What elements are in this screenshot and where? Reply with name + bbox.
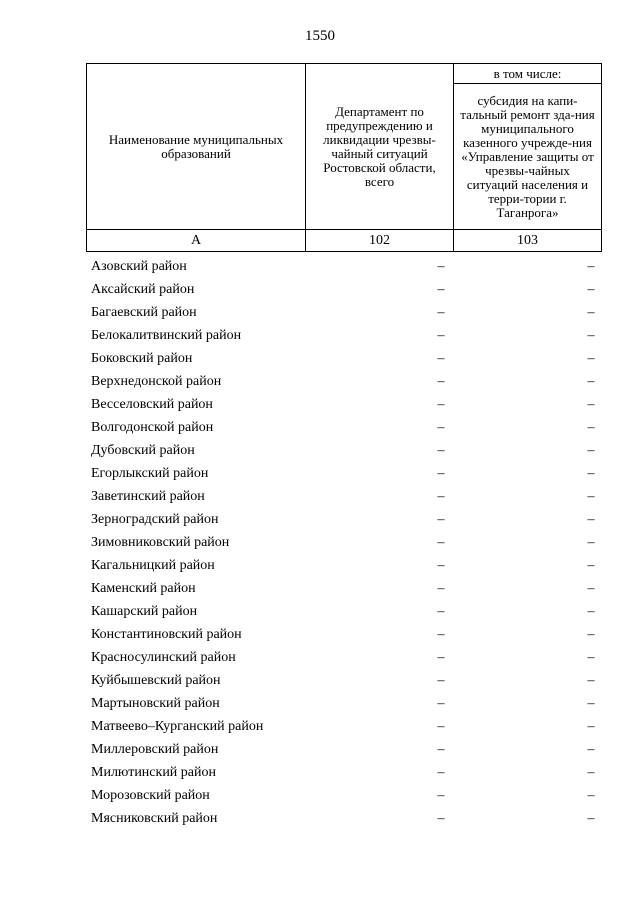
value-103: – xyxy=(587,420,595,435)
table-row xyxy=(86,257,601,280)
value-102: – xyxy=(437,650,445,665)
value-103: – xyxy=(587,512,595,527)
index-103: 103 xyxy=(454,230,602,252)
district-name: Дубовский район xyxy=(91,443,195,458)
page-number: 1550 xyxy=(305,28,335,44)
value-102: – xyxy=(437,443,445,458)
value-103: – xyxy=(587,719,595,734)
value-102: – xyxy=(437,719,445,734)
table-row xyxy=(86,395,601,418)
table-row xyxy=(86,579,601,602)
value-103: – xyxy=(587,259,595,274)
district-name: Кагальницкий район xyxy=(91,558,215,573)
district-name: Белокалитвинский район xyxy=(91,328,242,343)
value-103: – xyxy=(587,397,595,412)
value-103: – xyxy=(587,443,595,458)
value-103: – xyxy=(587,535,595,550)
table-row xyxy=(86,694,601,717)
table-row xyxy=(86,648,601,671)
value-103: – xyxy=(587,328,595,343)
table-row xyxy=(86,556,601,579)
table-row xyxy=(86,602,601,625)
table-row xyxy=(86,510,601,533)
district-name: Константиновский район xyxy=(91,627,242,642)
value-102: – xyxy=(437,397,445,412)
index-102: 102 xyxy=(306,230,454,252)
table-row xyxy=(86,763,601,786)
district-name: Куйбышевский район xyxy=(91,673,221,688)
table-row xyxy=(86,372,601,395)
district-name: Егорлыкский район xyxy=(91,466,209,481)
value-102: – xyxy=(437,282,445,297)
value-102: – xyxy=(437,696,445,711)
value-103: – xyxy=(587,351,595,366)
district-name: Боковский район xyxy=(91,351,193,366)
value-103: – xyxy=(587,650,595,665)
district-name: Азовский район xyxy=(91,259,187,274)
header-municipality: Наименование муниципальных образований xyxy=(87,64,306,230)
value-103: – xyxy=(587,811,595,826)
value-103: – xyxy=(587,305,595,320)
district-name: Миллеровский район xyxy=(91,742,219,757)
value-103: – xyxy=(587,466,595,481)
value-102: – xyxy=(437,305,445,320)
value-102: – xyxy=(437,420,445,435)
value-103: – xyxy=(587,627,595,642)
header-subsidy: субсидия на капи-тальный ремонт зда-ния муниципального казенного учрежде-ния «Управление защиты от чрезвы-чайных ситуаций населения и терри-тории г. Таганрога» xyxy=(454,84,602,230)
table-row xyxy=(86,303,601,326)
header-including: в том числе: xyxy=(454,64,602,84)
table-row xyxy=(86,533,601,556)
value-103: – xyxy=(587,673,595,688)
district-name: Мартыновский район xyxy=(91,696,220,711)
value-103: – xyxy=(587,604,595,619)
table-row xyxy=(86,740,601,763)
table-row xyxy=(86,786,601,809)
value-102: – xyxy=(437,259,445,274)
value-102: – xyxy=(437,466,445,481)
district-name: Заветинский район xyxy=(91,489,205,504)
value-103: – xyxy=(587,742,595,757)
table-row xyxy=(86,625,601,648)
district-name: Матвеево–Курганский район xyxy=(91,719,264,734)
value-103: – xyxy=(587,558,595,573)
district-name: Зимовниковский район xyxy=(91,535,230,550)
value-102: – xyxy=(437,673,445,688)
table-row xyxy=(86,671,601,694)
table-row xyxy=(86,349,601,372)
table-row xyxy=(86,418,601,441)
district-name: Мясниковский район xyxy=(91,811,218,826)
value-103: – xyxy=(587,765,595,780)
value-102: – xyxy=(437,351,445,366)
table-row xyxy=(86,809,601,832)
value-103: – xyxy=(587,489,595,504)
value-102: – xyxy=(437,535,445,550)
district-name: Морозовский район xyxy=(91,788,210,803)
district-name: Каменский район xyxy=(91,581,196,596)
table-row xyxy=(86,464,601,487)
table-row xyxy=(86,441,601,464)
value-102: – xyxy=(437,811,445,826)
value-102: – xyxy=(437,742,445,757)
value-102: – xyxy=(437,374,445,389)
district-name: Аксайский район xyxy=(91,282,195,297)
value-102: – xyxy=(437,581,445,596)
district-name: Милютинский район xyxy=(91,765,217,780)
value-102: – xyxy=(437,489,445,504)
district-name: Весселовский район xyxy=(91,397,213,412)
value-102: – xyxy=(437,604,445,619)
table-row xyxy=(86,326,601,349)
value-103: – xyxy=(587,581,595,596)
value-102: – xyxy=(437,558,445,573)
value-103: – xyxy=(587,788,595,803)
value-102: – xyxy=(437,328,445,343)
index-a: А xyxy=(87,230,306,252)
district-name: Верхнедонской район xyxy=(91,374,222,389)
value-102: – xyxy=(437,512,445,527)
district-name: Зерноградский район xyxy=(91,512,219,527)
header-department-total: Департамент по предупреждению и ликвидации чрезвы-чайный ситуаций Ростовской области, всего xyxy=(306,64,454,230)
table-header xyxy=(86,63,602,252)
value-102: – xyxy=(437,627,445,642)
district-name: Кашарский район xyxy=(91,604,198,619)
value-102: – xyxy=(437,788,445,803)
table-row xyxy=(86,280,601,303)
district-name: Багаевский район xyxy=(91,305,197,320)
value-103: – xyxy=(587,282,595,297)
table-body xyxy=(86,257,601,832)
value-103: – xyxy=(587,374,595,389)
table-row xyxy=(86,717,601,740)
table-row xyxy=(86,487,601,510)
value-102: – xyxy=(437,765,445,780)
district-name: Волгодонской район xyxy=(91,420,214,435)
district-name: Красносулинский район xyxy=(91,650,236,665)
value-103: – xyxy=(587,696,595,711)
